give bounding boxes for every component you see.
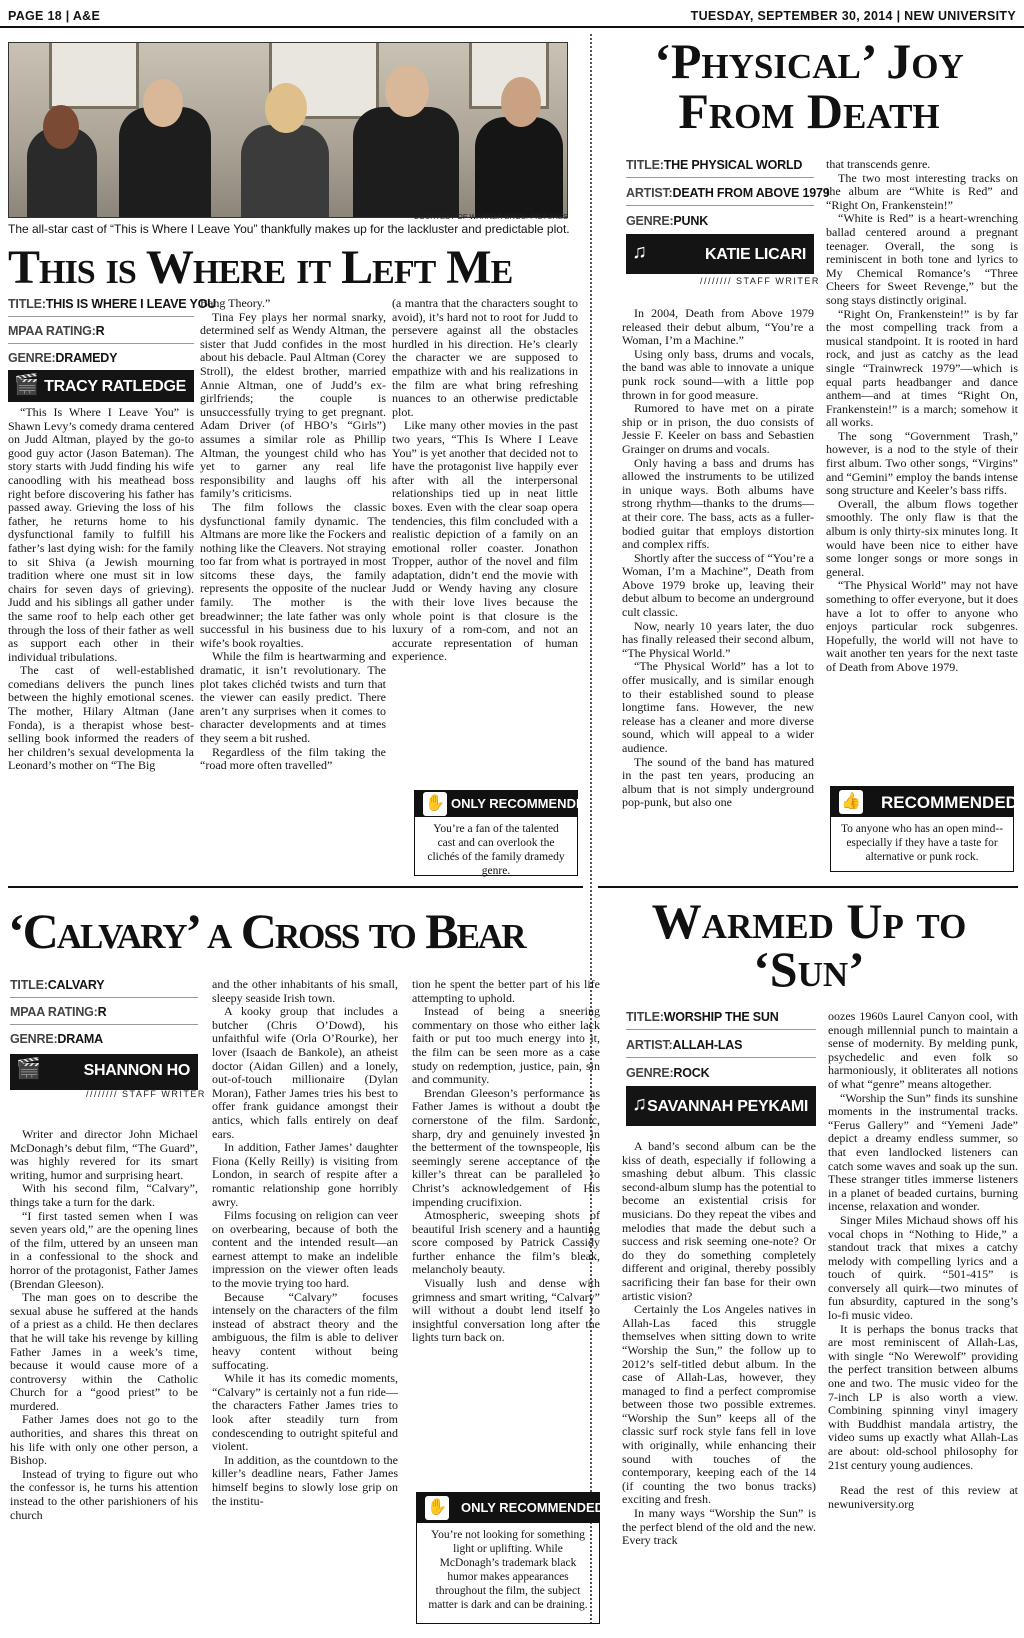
issue-date: TUESDAY, SEPTEMBER 30, 2014 | NEW UNIVERSITY <box>690 9 1016 23</box>
article1-headline: This is Where it Left Me <box>8 244 513 292</box>
music-note-icon: ♫ <box>632 1093 647 1115</box>
hand-stop-icon: ✋ <box>425 1496 449 1520</box>
cast-photo <box>8 42 568 218</box>
article1-title-label: TITLE:THIS IS WHERE I LEAVE YOU <box>8 297 216 311</box>
article2-recommend-box: 👍 RECOMMENDED To anyone who has an open mind--especially if they have a taste for alternative or punk rock. <box>830 786 1014 872</box>
article3-byline: 🎬 SHANNON HO <box>10 1054 198 1090</box>
section-rule <box>8 886 583 888</box>
article3-rating-label: MPAA RATING:R <box>10 1005 107 1019</box>
article2-genre-label: GENRE:PUNK <box>626 214 709 228</box>
article3-col3: tion he spent the better part of his life attempting to uphold. Instead of being a sneering commentary on those who either lack faith or put too much energy into it, the film can be seen more as a case study on redemption, justice, pain, sin and community. Brendan Gleeson’s performance as Father James is without a doubt the cornerstone of the film. Sardonic, sharp, dry and genuinely invested in the betterment of the townspeople, his seemingly serene acceptance of the killer’s threat can be paralleled to Christ’s acknowledgement of His impending crucifixion. Atmospheric, sweeping shots of beautiful Irish scenery and a haunting score composed by Patrick Cassidy further enhance the film’s bleak, melancholy beauty. Visually lush and dense with grimness and smart writing, “Calvary” will without a doubt lend itself to insightful conversation long after the lights turn back on. <box>412 978 600 1345</box>
article1-byline: 🎬 TRACY RATLEDGE <box>8 370 194 402</box>
article4-col1: A band’s second album can be the kiss of death, especially if following a smashing debut album. This classic second-album slump has the potential to become an existential crisis for musicians. Do they repeat the vibes and melodies that made the debut such a success and risk seeming one-note? Or do they do something completely different and original, thereby possibly sacrificing their fan base for their own artistic vision? Certainly the Los Angeles natives in Allah-Las faced this struggle themselves when sitting down to write “Worship the Sun,” the follow up to 2012’s self-titled debut album. In the case of Allah-Las, however, they managed to find a perfect compromise between those two possible extremes. “Worship the Sun” keeps all of the classic surf rock style fans fell in love with originally, while enhancing their sound with touches of the contemporary, keeping each of the 14 (if counting the two bonus tracks) exciting and fresh. In many ways “Worship the Sun” is the perfect blend of the old and the new. Every track <box>622 1140 816 1548</box>
article4-artist-label: ARTIST:ALLAH-LAS <box>626 1038 743 1052</box>
article1-col3: (a mantra that the characters sought to avoid), it’s hard not to root for Judd to persevere against all the obstacles hurdled in his direction. He’s clearly the character we are supposed to empathize with and his realizations in the film are what bring refreshing nuances to an otherwise predictable plot. Like many other movies in the past two years, “This Is Where I Leave You” is yet another that decided not to have the protagonist live happily ever after with all the interpersonal relationships tied up in neat little boxes. Even with the clear soap opera tendencies, this film concluded with a realistic depiction of a family on an emotional roller coaster. Jonathon Tropper, author of the novel and film adaptation, didn’t end the movie with Judd or Wendy having any closure with their love lives because the whole point is that closure is the luxury of a rom-com, and not an accurate representation of human experience. <box>392 297 578 664</box>
article4-byline: ♫ SAVANNAH PEYKAMI <box>626 1086 816 1126</box>
article3-col2: and the other inhabitants of his small, sleepy seaside Irish town. A kooky group that includes a butcher (Chris O’Dowd), his unfaithful wife (Orla O’Rourke), her lover (Isaach de Bankole), an atheist doctor (Aidan Gillen) and a lonely, out-of-touch millionaire (Dylan Moran), Father James tries his best to offer frank guidance amongst their antics, which falls entirely on deaf ears. In addition, Father James’ daughter Fiona (Kelly Reilly) is visiting from London, in search of respite after a romantic relationship gone horribly awry. Films focusing on religion can veer on overbearing, because of both the content and the intended result—an earnest attempt to make an indelible impression on the viewer often leads to the movie trying too hard. Because “Calvary” focuses intensely on the characters of the film instead of abstract theory and the ambiguous, the film is able to deliver heavy content without being suffocating. While it has its comedic moments, “Calvary” is certainly not a fun ride—the characters Father James tries to look after steadily turn from condescending to outright spiteful and violent. In addition, as the countdown to the killer’s deadline nears, Father James himself begins to slowly lose grip on the institu- <box>212 978 398 1508</box>
article1-col2: Bang Theory.” Tina Fey plays her normal snarky, determined self as Wendy Altman, the sister that Judd confides in the most about his debacle. Paul Altman (Corey Stroll), the eldest brother, married Annie Altman, one of Judd’s ex-girlfriends; the couple is unsuccessfully trying to get pregnant. Adam Driver (of HBO’s “Girls”) assumes a similar role as Phillip Altman, the youngest child who has yet to garner any real life responsibility and laughs off his family’s criticisms. The film follows the classic dysfunctional family dynamic. The Altmans are more like the Fockers and nothing like the Cleavers. Not straying too far from what is portrayed in most sitcoms these days, the family represents the opposite of the nuclear family. The mother is the breadwinner; the late father was only successful in his business due to his wife’s book royalties. While the film is heartwarming and dramatic, it isn’t revolutionary. The plot takes clichéd twists and turn that the viewer can easily predict. There aren’t any surprises when it comes to character developments and at times they seem a bit rushed. Regardless of the film taking the “road more often travelled” <box>200 297 386 773</box>
hand-stop-icon: ✋ <box>423 792 447 816</box>
article3-staff-label: //////// STAFF WRITER <box>86 1089 206 1099</box>
article2-title-label: TITLE:THE PHYSICAL WORLD <box>626 158 803 172</box>
photo-credit: COURTESY OF WARNER BROS. PICTURES <box>413 212 568 221</box>
page-folio: PAGE 18 | A&E <box>8 9 101 23</box>
thumbs-up-icon: 👍 <box>839 790 863 814</box>
section-rule-right <box>598 886 1018 888</box>
article2-headline: ‘Physical’ Joy From Death <box>654 36 964 139</box>
article1-rating-label: MPAA RATING:R <box>8 324 105 338</box>
article4-col2: oozes 1960s Laurel Canyon cool, with enough millennial punch to maintain a sense of modernity. By melding punk, psychedelic and even folk so harmoniously, it obliterates all notions of what “genre” means altogether. “Worship the Sun” finds its sunshine moments in the instrumental tracks. “Ferus Gallery” and “Yemeni Jade” depict a dreamy endless summer, so that even landlocked listeners can catch some waves and soak up the sun. These stranger titles immerse listeners in a planet of beaded curtains, burning incense, relaxation and wonder. Singer Miles Michaud shows off his vocal chops in “Nothing to Hide,” a standout track that mixes a catchy melody with compelling lyrics and a touch of quirk. “501-415” is conversely all quirk—two minutes of fun absurdity, captured in the song’s lo-fi music video. It is perhaps the bonus tracks that are most reminiscent of Allah-Las, with single “No Werewolf” providing the perfect transition between albums one and two. The music video for the 7-inch LP is also worth a view. Combining spinning vinyl imagery with Buddhist mandala artistry, the video sums up exactly what Allah-Las are about: old-school philosophy for 21st century young audiences. Read the rest of this review at newuniversity.org <box>828 1010 1018 1511</box>
article2-artist-label: ARTIST:DEATH FROM ABOVE 1979 <box>626 186 830 200</box>
article3-col1: Writer and director John Michael McDonagh’s debut film, “The Guard”, was highly revered for its smart writing, humor and surprising heart. With his second film, “Calvary”, things take a turn for the dark. “I first tasted semen when I was seven years old,” are the opening lines of the film, uttered by an unseen man in a confessional to the shock and horror of the protagonist, Father James (Brendan Gleeson). The man goes on to describe the sexual abuse he suffered at the hands of a priest as a child. He then declares that he will take his revenge by killing Father James in a week’s time, because it would cause more of a controversy within the Catholic Church for a “good priest” to be murdered. Father James does not go to the authorities, and shares this threat on his life with only one other person, a Bishop. Instead of trying to figure out who the confessor is, he turns his attention instead to the other parishioners of his church <box>10 1128 198 1522</box>
article4-headline-line2: ‘Sun’ <box>753 944 865 994</box>
article4-headline-line1: Warmed Up to <box>651 896 967 946</box>
article1-recommend-box: ✋ ONLY RECOMMENDED IF You’re a fan of the talented cast and can overlook the clichés of the family dramedy genre. <box>414 790 578 876</box>
article3-genre-label: GENRE:DRAMA <box>10 1032 103 1046</box>
header-rule <box>0 26 1024 28</box>
clapperboard-icon: 🎬 <box>14 374 39 396</box>
article1-col1: “This Is Where I Leave You” is Shawn Levy’s comedy drama centered on Judd Altman, played by the go-to good guy actor (Jason Bateman). The story starts with Judd finding his wife canoodling with his meathead boss right before discovering his father has passed away. Grieving the loss of his father, he returns home to his dysfunctional family to fulfill his father’s last dying wish: for the family to sit Shiva (a Jewish mourning tradition where one must sit in low chairs for seven days of grieving). Judd and his siblings all gather under the same roof to help each other get through the loss of their father as well as support each other in their individual tribulations. The cast of well-established comedians delivers the punch lines between the highly emotional scenes. The mother, Hilary Altman (Jane Fonda), is a therapist whose best-selling book informed the readers of her children’s sexual developmenta la Leonard’s mother on “The Big <box>8 406 194 773</box>
article2-col2: that transcends genre. The two most interesting tracks on the album are “White is Red” and “Right On, Frankenstein!” “White is Red” is a heart-wrenching ballad centered around a pregnant teenager. Overall, the song is reminiscent in both tone and lyrics to My Chemical Romance’s “Three Cheers for Sweet Revenge,” but the song stays distinctly original. “Right On, Frankenstein!” is by far the most compelling track from a musical standpoint. It is rooted in hard rock, and just as catchy as the lead single “Trainwreck 1979”—which is equal parts headbanger and dance anthem—and at times “Right On, Frankenstein!” is a march; somehow it all works. The song “Government Trash,” however, is a nod to the style of their first album. Two other songs, “Virgins” and “Gemini” employ the bands intense song structure and Keeler’s bass riffs. Overall, the album flows together smoothly. The only flaw is that the album is only thirty-six minutes long. It would have been nice to either have some longer songs or more songs in general. “The Physical World” may not have something to offer everyone, but it does have a lot to offer to anyone who enjoys particular rock subgenres. Hopefully, the world will not have to wait another ten years for the next taste of Death from Above 1979. <box>826 158 1018 674</box>
clapperboard-icon: 🎬 <box>16 1058 41 1080</box>
article4-title-label: TITLE:WORSHIP THE SUN <box>626 1010 779 1024</box>
article2-byline: ♫ KATIE LICARI <box>626 234 814 274</box>
article3-headline: ‘Calvary’ a Cross to Bear <box>8 906 525 956</box>
article2-staff-label: //////// STAFF WRITER <box>700 276 820 286</box>
music-note-icon: ♫ <box>632 241 647 263</box>
article3-title-label: TITLE:CALVARY <box>10 978 105 992</box>
article3-recommend-box: ✋ ONLY RECOMMENDED IF You’re not looking for something light or uplifting. While McDonagh’s trademark black humor makes appearances throughout the film, the subject matter is dark and can be draining. <box>416 1492 600 1624</box>
article2-col1: In 2004, Death from Above 1979 released their debut album, “You’re a Woman, I’m a Machine.” Using only bass, drums and vocals, the band was able to innovate a unique punk rock sound—with a little pop thrown in for good measure. Rumored to have met on a pirate ship or in prison, the duo consists of Jessie F. Keeler on bass and Sebastien Grainger on drums and vocals. Only having a bass and drums has allowed the instruments to be utilized in unique ways. Both albums have strong rhythm—thanks to the drums—at their core. The bass, acts as a fuller-bodied guitar that employs distortion and complex riffs. Shortly after the success of “You’re a Woman, I’m a Machine”, Death from Above 1979 broke up, leaving their debut album to become an underground cult classic. Now, nearly 10 years later, the duo has finally released their second album, “The Physical World.” “The Physical World” has a lot to offer musically, and is similar enough to their established sound to please longtime fans. However, the new release has a cleaner and more diverse sound, which will appeal to a wider audience. The sound of the band has matured in the past ten years, producing an album that is not simply underground pop-punk, but also one <box>622 307 814 810</box>
article1-genre-label: GENRE:DRAMEDY <box>8 351 118 365</box>
article4-genre-label: GENRE:ROCK <box>626 1066 710 1080</box>
photo-caption: The all-star cast of “This is Where I Leave You” thankfully makes up for the lackluster and predictable plot. <box>8 222 570 236</box>
